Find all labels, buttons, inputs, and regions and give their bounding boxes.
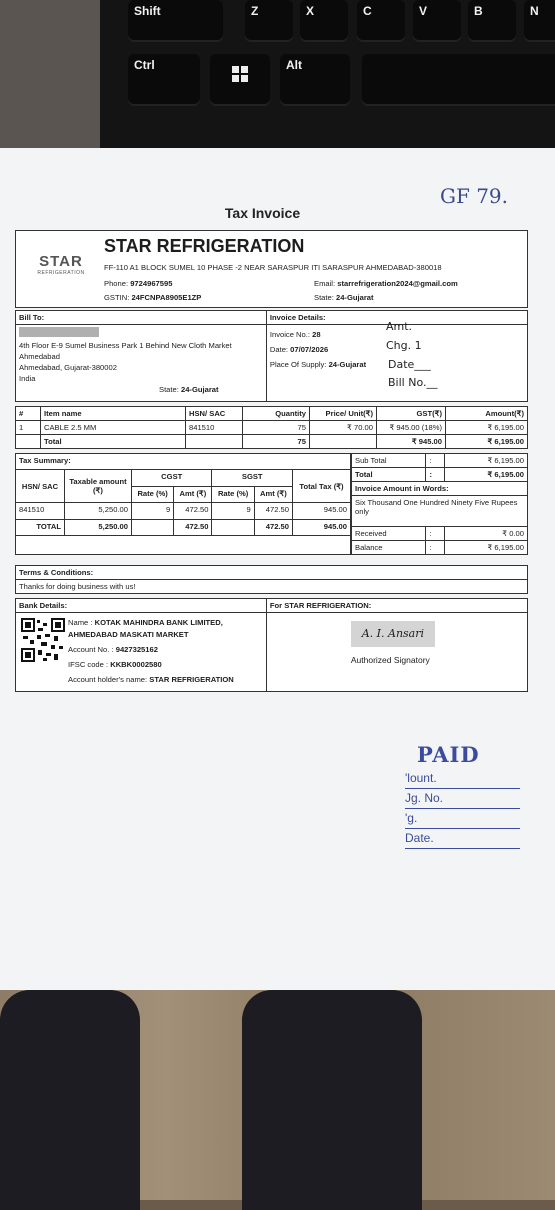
redacted-customer-name (19, 327, 99, 337)
bill-to-label: Bill To: (16, 311, 267, 325)
table-row (16, 421, 528, 435)
x-key[interactable]: X (300, 0, 348, 42)
tax-summary-label: Tax Summary: (16, 454, 351, 470)
row-hsn: 841510 (186, 421, 243, 435)
right-leg (242, 990, 422, 1210)
company-name: STAR REFRIGERATION (104, 236, 305, 256)
col-amount: Amount(₹) (446, 407, 528, 421)
signatory-content (266, 613, 527, 692)
table-row (16, 503, 351, 519)
tax-total-total: 945.00 (292, 519, 350, 535)
received-value: ₹ 0.00 (444, 527, 527, 541)
terms-section (15, 565, 528, 594)
colon: : (426, 527, 444, 541)
row-amount: ₹ 6,195.00 (446, 421, 528, 435)
left-leg (0, 990, 140, 1210)
email-label: Email: (314, 279, 336, 288)
place-of-supply-value: 24-Gujarat (328, 360, 367, 369)
col-hsn: HSN/ SAC (186, 407, 243, 421)
holder-label: Account holder's name: (68, 675, 148, 684)
shift-key[interactable]: Shift (128, 0, 223, 42)
invoice-document (15, 230, 528, 692)
bill-address-1: 4th Floor E-9 Sumel Business Park 1 Behind New Cloth Market (19, 341, 232, 350)
signatory-label: For STAR REFRIGERATION: (266, 599, 527, 613)
row-price: ₹ 70.00 (310, 421, 377, 435)
invoice-details-label: Invoice Details: (266, 311, 527, 325)
tax-row-cgst-amt: 472.50 (174, 503, 212, 519)
stamp-line-amount: 'lount. (405, 769, 520, 789)
amount-words-value: Six Thousand One Hundred Ninety Five Rupees only (352, 496, 528, 527)
col-quantity: Quantity (243, 407, 310, 421)
stamp-line-reg-no: Jg. No. (405, 789, 520, 809)
balance-label: Balance (352, 541, 426, 555)
items-header-row (16, 407, 528, 421)
sgst-amt-header: Amt (₹) (254, 486, 292, 502)
bank-section (15, 598, 528, 692)
colon: : (426, 454, 444, 468)
bank-name-label: Name : (68, 618, 93, 627)
invoice-date-value: 07/07/2026 (290, 345, 329, 354)
amount-words-label: Invoice Amount in Words: (352, 482, 528, 496)
bill-to-content (16, 325, 267, 402)
n-key[interactable]: N (524, 0, 555, 42)
cgst-amt-header: Amt (₹) (174, 486, 212, 502)
terms-text: Thanks for doing business with us! (16, 580, 528, 594)
c-key[interactable]: C (357, 0, 405, 42)
invoice-date-label: Date: (269, 345, 289, 354)
space-key[interactable] (362, 54, 555, 106)
email-value: starrefrigeration2024@gmail.com (337, 279, 458, 288)
terms-label: Terms & Conditions: (16, 566, 528, 580)
hand-note-chg: Chg. 1 (386, 339, 422, 352)
upi-qr-code-icon (21, 618, 65, 662)
bill-address-3: Ahmedabad, Gujarat-380002 (19, 363, 117, 372)
totals-table (351, 453, 528, 555)
tax-row-cgst-rate: 9 (131, 503, 173, 519)
bank-details-content (16, 613, 267, 692)
handwritten-reference: GF 79. (440, 184, 509, 208)
tax-row-sgst-amt: 472.50 (254, 503, 292, 519)
sgst-rate-header: Rate (%) (212, 486, 254, 502)
ctrl-key[interactable]: Ctrl (128, 54, 200, 106)
items-total-label: Total (41, 435, 186, 449)
row-gst: ₹ 945.00 (18%) (377, 421, 446, 435)
company-logo (28, 253, 94, 276)
company-address: FF-110 A1 BLOCK SUMEL 10 PHASE -2 NEAR SARASPUR ITI SARASPUR AHMEDABAD-380018 (104, 263, 442, 272)
total-value: ₹ 6,195.00 (444, 468, 527, 482)
tax-row-sgst-rate: 9 (212, 503, 254, 519)
hand-note-bill: Bill No.__ (388, 376, 438, 389)
z-key[interactable]: Z (245, 0, 293, 42)
bill-address-4: India (19, 374, 36, 383)
windows-key[interactable] (210, 54, 270, 106)
bank-details-label: Bank Details: (16, 599, 267, 613)
place-of-supply-label: Place Of Supply: (269, 360, 327, 369)
alt-key[interactable]: Alt (280, 54, 350, 106)
holder-value: STAR REFRIGERATION (149, 675, 234, 684)
invoice-no-value: 28 (312, 330, 321, 339)
sub-total-label: Sub Total (352, 454, 426, 468)
paid-stamp-title: PAID (417, 742, 480, 767)
row-quantity: 75 (243, 421, 310, 435)
tax-col-cgst: CGST (131, 470, 212, 486)
tax-col-sgst: SGST (212, 470, 293, 486)
invoice-no-label: Invoice No.: (269, 330, 310, 339)
tax-row-hsn: 841510 (16, 503, 65, 519)
received-label: Received (352, 527, 426, 541)
gstin-value: 24FCNPA8905E1ZP (131, 293, 202, 302)
ifsc-label: IFSC code : (68, 660, 109, 669)
hand-note-date: Date___ (388, 358, 431, 371)
colon: : (426, 468, 444, 482)
col-gst: GST(₹) (377, 407, 446, 421)
tax-col-total: Total Tax (₹) (292, 470, 350, 503)
paid-stamp (405, 742, 535, 849)
tax-row-total: 945.00 (292, 503, 350, 519)
account-value: 9427325162 (115, 645, 158, 654)
colon: : (426, 541, 444, 555)
ifsc-value: KKBK0002580 (110, 660, 162, 669)
total-label: Total (352, 468, 426, 482)
v-key[interactable]: V (413, 0, 461, 42)
page-title: Tax Invoice (224, 205, 301, 221)
company-state-value: 24-Gujarat (335, 293, 374, 302)
b-key[interactable]: B (468, 0, 516, 42)
phone-value: 9724967595 (130, 279, 173, 288)
stamp-line-sig: 'g. (405, 809, 520, 829)
tax-col-taxable: Taxable amount (₹) (64, 470, 131, 503)
bill-state-value: 24-Gujarat (180, 385, 219, 394)
tax-col-hsn: HSN/ SAC (16, 470, 65, 503)
sub-total-value: ₹ 6,195.00 (444, 454, 527, 468)
col-index: # (16, 407, 41, 421)
col-price: Price/ Unit(₹) (310, 407, 377, 421)
phone-label: Phone: (104, 279, 129, 288)
gstin-label: GSTIN: (104, 293, 130, 302)
windows-icon (232, 66, 248, 82)
tax-and-totals (15, 453, 528, 555)
company-state-label: State: (314, 293, 334, 302)
items-total-qty: 75 (243, 435, 310, 449)
logo-subtext: REFRIGERATION (37, 270, 85, 276)
account-label: Account No. : (68, 645, 114, 654)
stamp-line-date: Date. (405, 829, 520, 849)
company-header (15, 230, 528, 308)
items-table (15, 406, 528, 449)
row-item-name: CABLE 2.5 MM (41, 421, 186, 435)
items-total-row (16, 435, 528, 449)
bank-name-value: KOTAK MAHINDRA BANK LIMITED, AHMEDABAD MASKATI MARKET (68, 618, 223, 639)
row-index: 1 (16, 421, 41, 435)
col-item-name: Item name (41, 407, 186, 421)
bill-address-2: Ahmedabad (19, 352, 60, 361)
signature-image: A. I. Ansari (351, 621, 435, 647)
items-total-amount: ₹ 6,195.00 (446, 435, 528, 449)
tax-summary-table (15, 453, 351, 555)
logo-text: STAR (39, 253, 83, 270)
tax-row-taxable: 5,250.00 (64, 503, 131, 519)
hand-note-amt: Amt. (386, 320, 413, 333)
tax-total-label: TOTAL (16, 519, 65, 535)
cgst-rate-header: Rate (%) (131, 486, 173, 502)
items-total-gst: ₹ 945.00 (377, 435, 446, 449)
tax-total-taxable: 5,250.00 (64, 519, 131, 535)
tax-total-sgst: 472.50 (254, 519, 292, 535)
bill-section (15, 310, 528, 402)
balance-value: ₹ 6,195.00 (444, 541, 527, 555)
tax-total-row (16, 519, 351, 535)
bill-state-label: State: (159, 385, 179, 394)
tax-total-cgst: 472.50 (174, 519, 212, 535)
authorized-signatory: Authorized Signatory (350, 655, 430, 665)
